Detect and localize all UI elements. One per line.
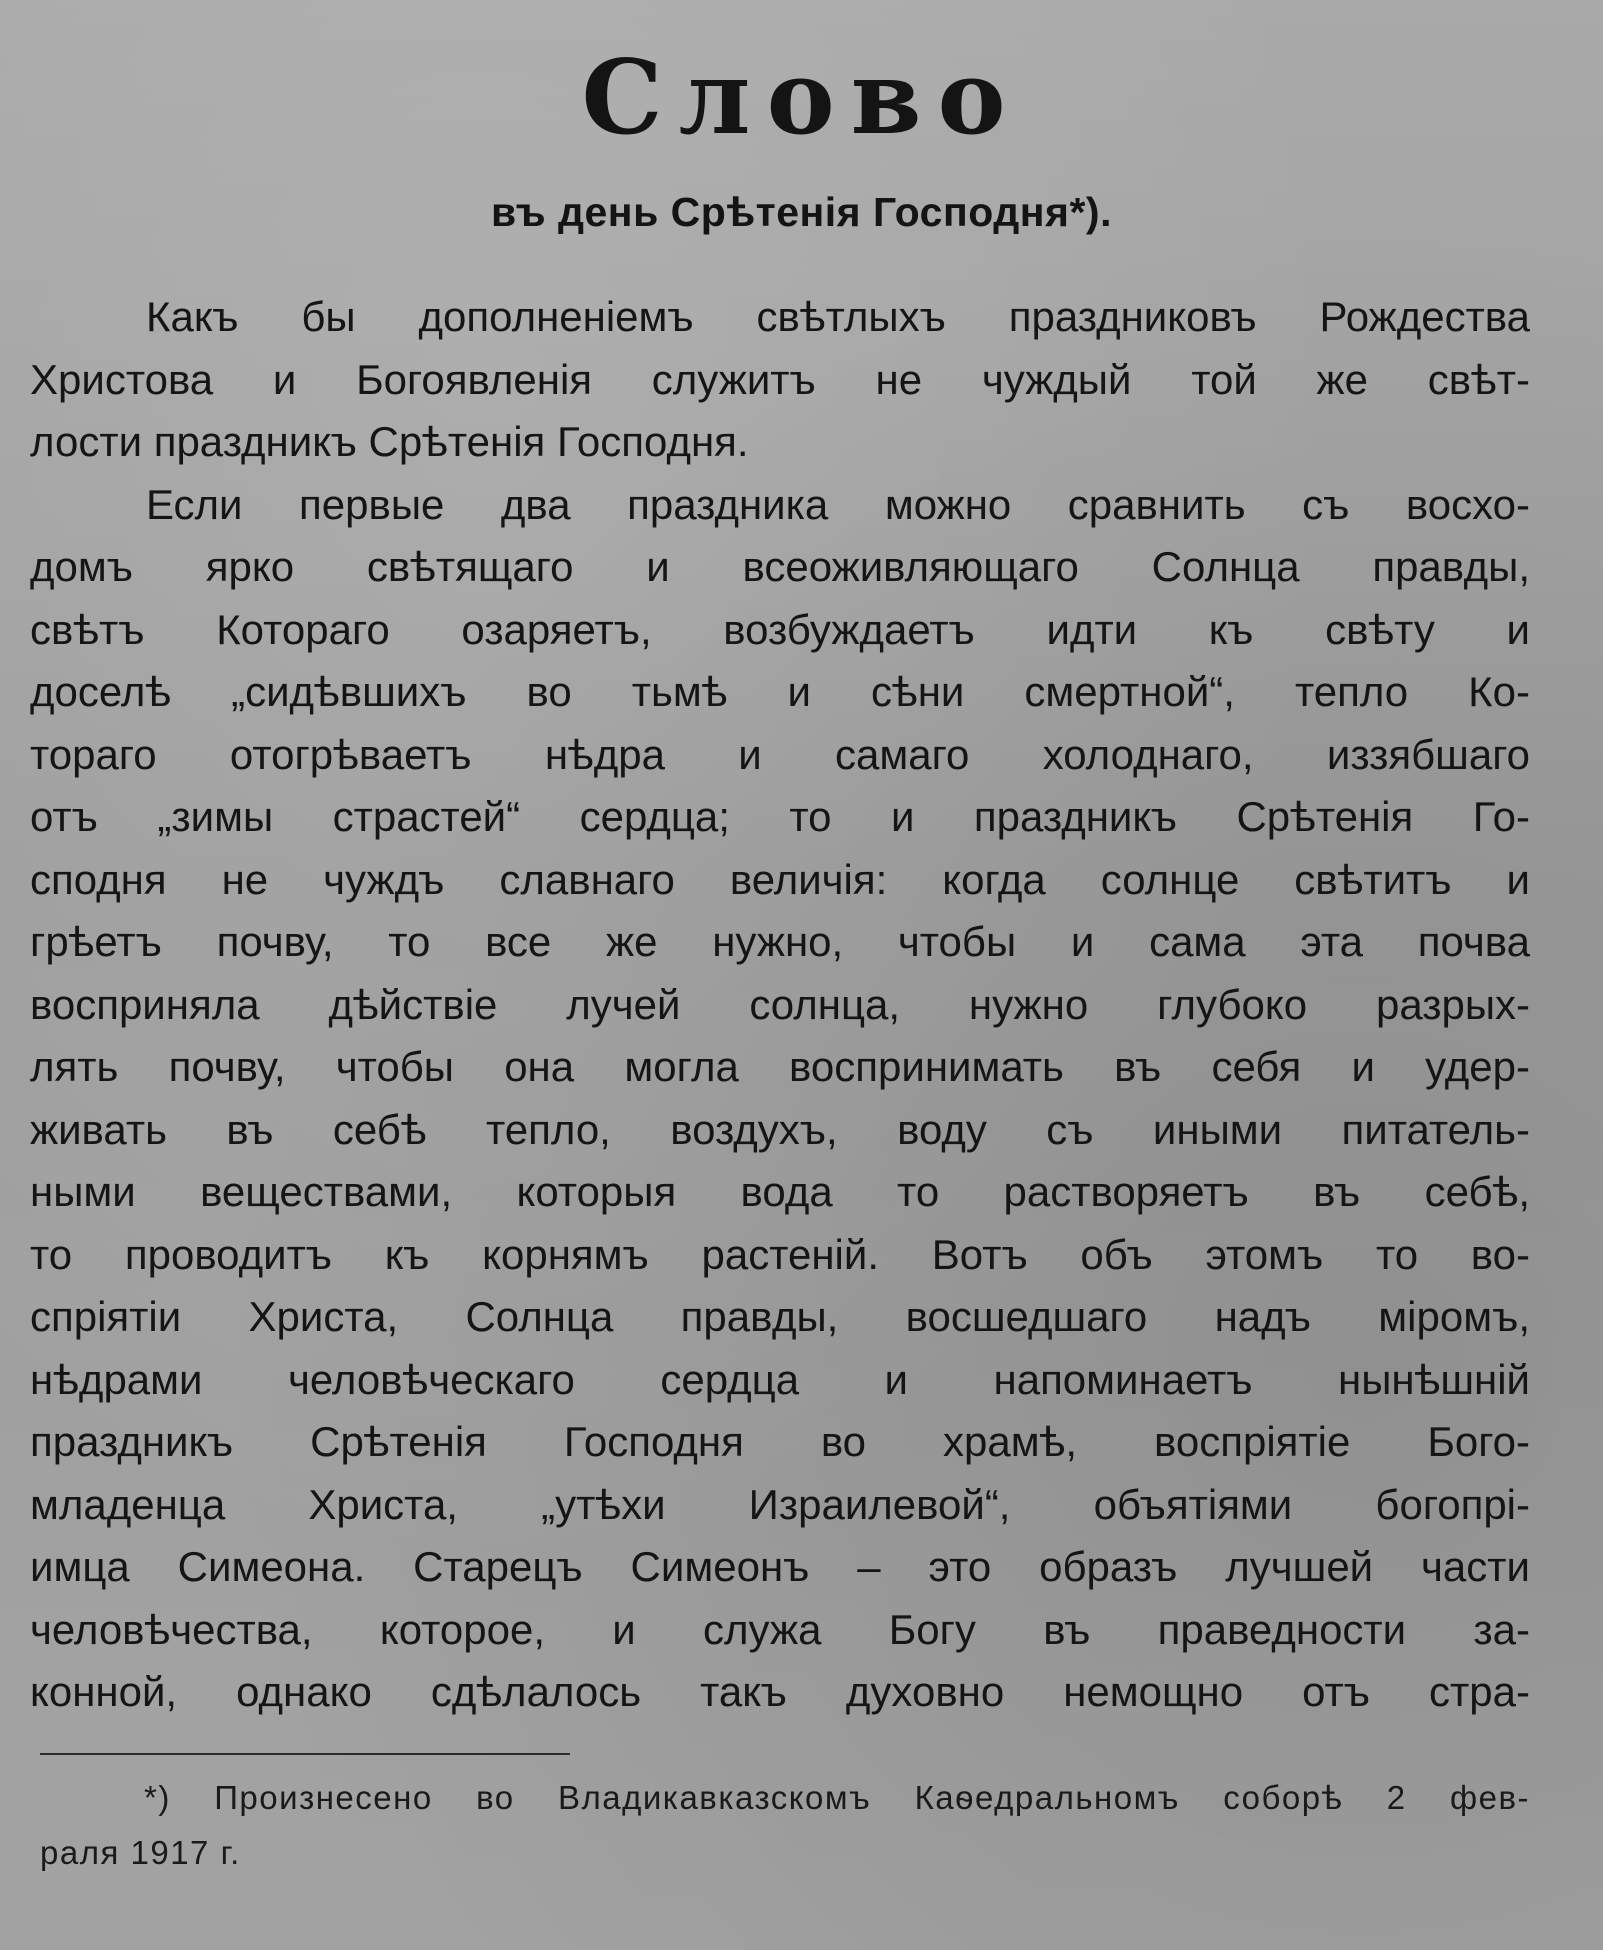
text-line: живать въ себѣ тепло, воздухъ, воду съ иными питатель- [30, 1105, 1530, 1153]
text-line: тораго отогрѣваетъ нѣдра и самаго холоднаго, иззябшаго [30, 730, 1530, 778]
text-line: младенца Христа, „утѣхи Израилевой“, объятіями богопрі- [30, 1480, 1530, 1528]
paragraph-1 [30, 286, 1530, 474]
footnote-line: *) Произнесено во Владикавказскомъ Каѳедральномъ соборѣ 2 фев- [144, 1779, 1530, 1816]
text-line: свѣтъ Котораго озаряетъ, возбуждаетъ идти къ свѣту и [30, 605, 1530, 653]
text-line: грѣетъ почву, то все же нужно, чтобы и сама эта почва [30, 918, 1530, 965]
page-subtitle: въ день Срѣтенія Господня*). [491, 189, 1112, 235]
footnote-line: раля 1917 г. [40, 1834, 241, 1871]
text-line: Если первые два праздника можно сравнить съ восхо- [146, 480, 1530, 528]
text-line: Христова и Богоявленія служитъ не чуждый той же свѣт- [30, 355, 1530, 403]
text-line: Какъ бы дополненіемъ свѣтлыхъ праздниковъ Рождества [146, 293, 1530, 340]
text-line: то проводитъ къ корнямъ растеній. Вотъ объ этомъ то во- [30, 1230, 1530, 1278]
text-line: сподня не чуждъ славнаго величія: когда солнце свѣтитъ и [30, 855, 1530, 903]
text-line: восприняла дѣйствіе лучей солнца, нужно глубоко разрых- [30, 980, 1530, 1028]
text-line: человѣчества, которое, и служа Богу въ праведности за- [30, 1605, 1530, 1653]
footnote [40, 1770, 1530, 1880]
paragraph-2 [30, 474, 1530, 1724]
text-line: конной, однако сдѣлалось такъ духовно немощно отъ стра- [30, 1668, 1530, 1715]
footnote-divider [40, 1753, 570, 1755]
text-line: лости праздникъ Срѣтенія Господня. [30, 418, 749, 465]
text-line: ными веществами, которыя вода то растворяетъ въ себѣ, [30, 1168, 1530, 1215]
text-line: отъ „зимы страстей“ сердца; то и праздникъ Срѣтенія Го- [30, 793, 1530, 840]
sermon-body [30, 286, 1530, 1724]
page-title: Слово [581, 38, 1022, 158]
text-line: имца Симеона. Старецъ Симеонъ – это образъ лучшей части [30, 1543, 1530, 1590]
text-line: доселѣ „сидѣвшихъ во тьмѣ и сѣни смертной“, тепло Ко- [30, 668, 1530, 715]
text-line: спріятіи Христа, Солнца правды, восшедшаго надъ міромъ, [30, 1293, 1530, 1340]
text-line: праздникъ Срѣтенія Господня во храмѣ, воспріятіе Бого- [30, 1418, 1530, 1465]
text-line: нѣдрами человѣческаго сердца и напоминаетъ нынѣшній [30, 1355, 1530, 1403]
text-line: домъ ярко свѣтящаго и всеоживляющаго Солнца правды, [30, 543, 1530, 590]
text-line: лять почву, чтобы она могла воспринимать въ себя и удер- [30, 1043, 1530, 1090]
